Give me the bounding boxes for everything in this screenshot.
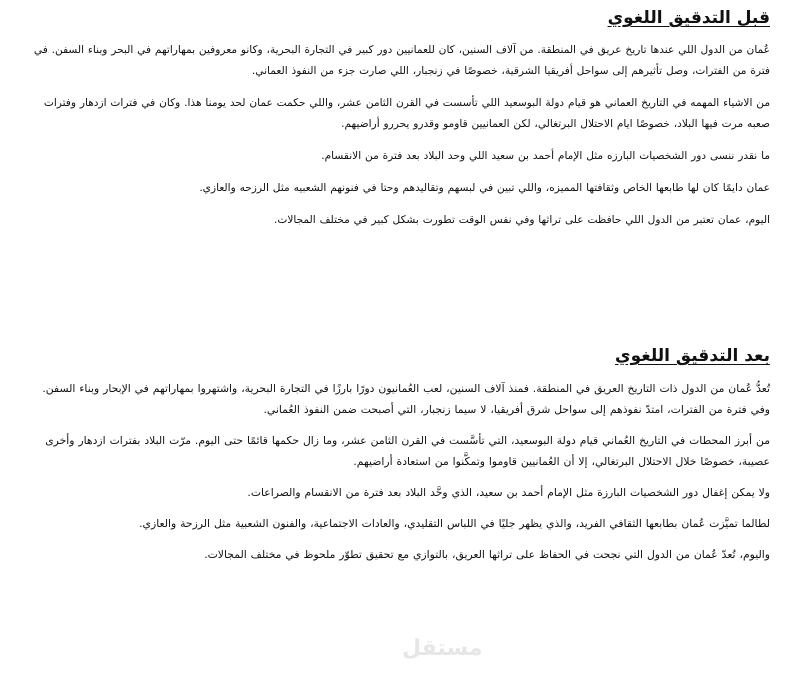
after-heading: بعد التدقيق اللغوي <box>615 346 770 366</box>
after-paragraph-2: من أبرز المحطات في التاريخ العُماني قيام دولة البوسعيد، التي تأسَّست في القرن الثامن عشر، وما زال حكمها قائمًا حتى اليوم. مرّت البلاد بفترات ازدهار وأخرى عصيبة، خصوصًا خلال الاحتلال البرتغالي، إلا أن العُمانيين قاوموا وتمكَّنوا من استعادة أراضيهم. <box>45 434 770 468</box>
before-heading: قبل التدقيق اللغوي <box>607 8 770 28</box>
before-proofreading-section <box>30 6 770 242</box>
after-proofreading-section <box>30 344 770 575</box>
after-paragraph-5: واليوم، تُعدّ عُمان من الدول التي نجحت في الحفاظ على تراثها العريق، بالتوازي مع تحقيق تطوّر ملحوظ في مختلف المجالات. <box>204 548 770 561</box>
before-paragraph-4: عمان دايمًا كان لها طابعها الخاص وثقافتها المميزه، واللي تبين في لبسهم وتقاليدهم وحتا في فنونهم الشعبيه مثل الرزحه والعازي. <box>199 182 770 194</box>
before-paragraph-1: عُمان من الدول اللي عندها تاريخ عريق في المنطقة. من آلاف السنين، كان للعمانيين دور كبير في التجارة البحرية، وكانو معروفين بمهاراتهم في البحر وبناء السفن. في فترة من الفترات، وصل تأثيرهم إلى سواحل أفريقيا الشرقية، خصوصًا في زنجبار، اللي صارت جزء من النفوذ العماني. <box>33 44 770 77</box>
before-paragraph-3: ما نقدر ننسى دور الشخصيات البارزه مثل الإمام أحمد بن سعيد اللي وحد البلاد بعد فترة من الانقسام. <box>321 150 770 162</box>
before-paragraph-2: من الاشياء المهمه في التاريخ العماني هو قيام دولة البوسعيد اللي تأسست في القرن الثامن عشر، واللي حكمت عمان لحد يومنا هذا. وكان في فترات ازدهار وفترات صعبه مرت فيها البلاد، خصوصًا ايام الاحتلال البرتغالي، لكن العمانيين قاومو وقدرو يحررو أراضيهم. <box>43 97 770 130</box>
after-paragraph-3: ولا يمكن إغفال دور الشخصيات البارزة مثل الإمام أحمد بن سعيد، الذي وحَّد البلاد بعد فترة من الانقسام والصراعات. <box>247 486 770 499</box>
after-paragraph-1: تُعدُّ عُمان من الدول ذات التاريخ العريق في المنطقة. فمنذ آلاف السنين، لعب العُمانيون دورًا بارزًا في التجارة البحرية، واشتهروا بمهاراتهم في الإبحار وبناء السفن. وفي فترة من الفترات، امتدّ نفوذهم إلى سواحل شرق أفريقيا، لا سيما زنجبار، التي أصبحت ضمن النفوذ العُماني. <box>42 382 770 416</box>
after-paragraph-4: لطالما تميَّزت عُمان بطابعها الثقافي الفريد، والذي يظهر جليًا في اللباس التقليدي، والعادات الاجتماعية، والفنون الشعبية مثل الرزحة والعازي. <box>139 517 770 530</box>
before-paragraph-5: اليوم، عمان تعتبر من الدول اللي حافظت على تراثها وفي نفس الوقت تطورت بشكل كبير في مختلف المجالات. <box>273 214 770 226</box>
watermark: مستقل <box>402 636 483 661</box>
